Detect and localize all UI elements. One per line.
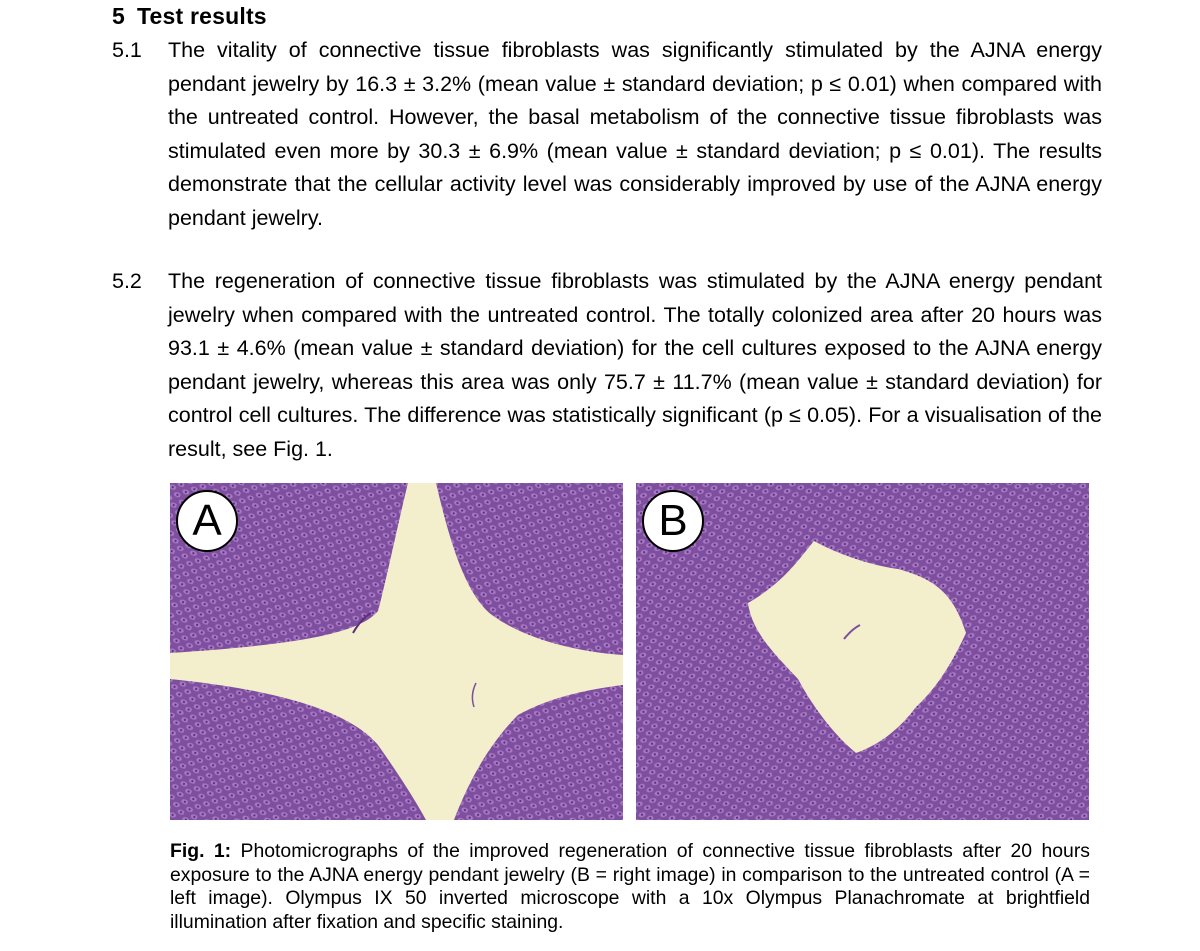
- paragraph-number: 5.2: [112, 269, 142, 293]
- figure-caption: [170, 840, 1090, 934]
- micrograph-panel-a: [170, 483, 623, 820]
- micrograph-b-image: [636, 483, 1089, 820]
- paragraph-5-1: [112, 34, 1102, 236]
- caption-label: Fig. 1:: [170, 840, 232, 862]
- section-title: Test results: [137, 3, 267, 29]
- paragraph-text: The vitality of connective tissue fibroblasts was significantly stimulated by the AJNA energy pendant jewelry by 16.3 ± 3.2% (mean value ± standard deviation; p ≤ 0.01) when compared with the untreated control. However, the basal metabolism of the connective tissue fibroblasts was stimulated even more by 30.3 ± 6.9% (mean value ± standard deviation; p ≤ 0.01). The results demonstrate that the cellular activity level was considerably improved by use of the AJNA energy pendant jewelry.: [168, 38, 1102, 230]
- micrograph-a-image: [170, 483, 623, 820]
- section-heading: [112, 3, 267, 30]
- paragraph-number: 5.1: [112, 38, 142, 62]
- section-number: 5: [112, 3, 125, 29]
- panel-label-b: B: [642, 490, 704, 552]
- paragraph-5-2: [112, 265, 1102, 467]
- panel-label-a: A: [176, 490, 238, 552]
- caption-text: Photomicrographs of the improved regeneration of connective tissue fibroblasts after 20 hours exposure to the AJNA energy pendant jewelry (B = right image) in comparison to the untreated control (A = left image). Olympus IX 50 inverted microscope with a 10x Olympus Planachromate at brightfield illumination after fixation and specific staining.: [170, 840, 1090, 933]
- paragraph-text: The regeneration of connective tissue fibroblasts was stimulated by the AJNA energy pendant jewelry when compared with the untreated control. The totally colonized area after 20 hours was 93.1 ± 4.6% (mean value ± standard deviation) for the cell cultures exposed to the AJNA energy pendant jewelry, whereas this area was only 75.7 ± 11.7% (mean value ± standard deviation) for control cell cultures. The difference was statistically significant (p ≤ 0.05). For a visualisation of the result, see Fig. 1.: [168, 269, 1102, 461]
- micrograph-panel-b: [636, 483, 1089, 820]
